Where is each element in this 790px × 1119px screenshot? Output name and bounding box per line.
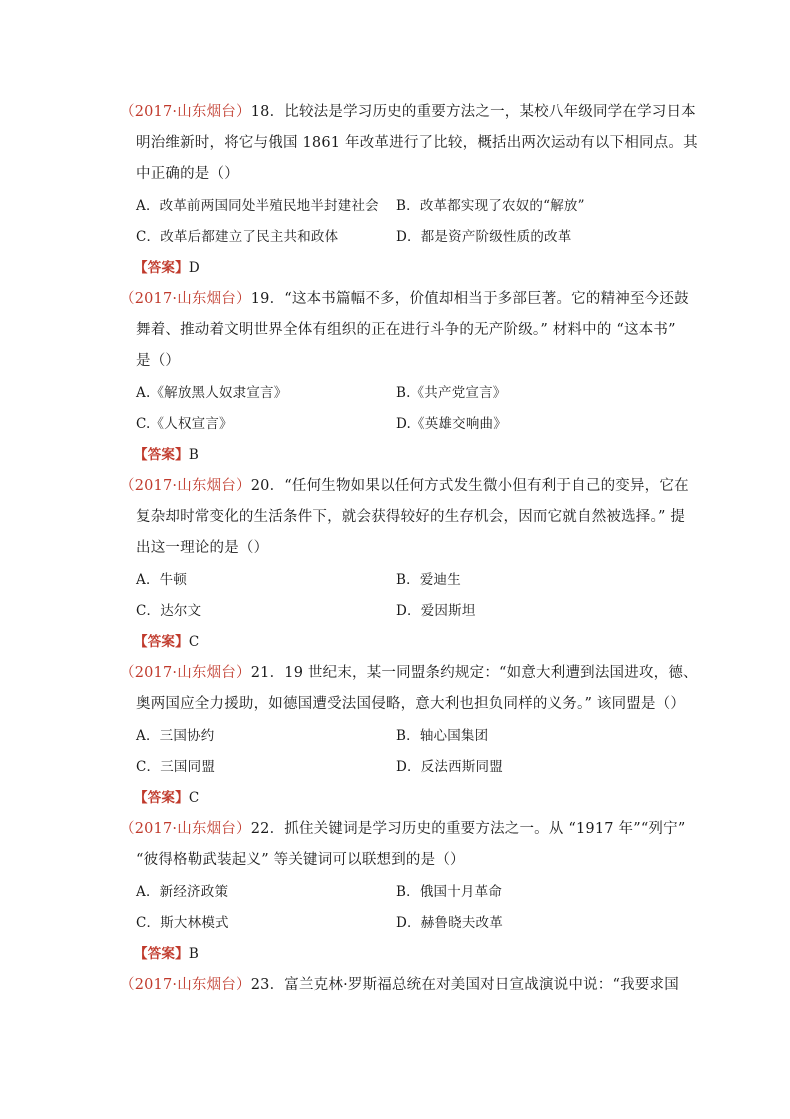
answer-value: D xyxy=(188,260,200,276)
question-first-line xyxy=(120,975,679,995)
question-text: 23．富兰克林·罗斯福总统在对美国对日宣战演说中说：“我要求国 xyxy=(250,977,679,993)
question-first-line xyxy=(120,476,689,496)
question-source: （2017·山东烟台） xyxy=(120,104,251,120)
option-c: C．改革后都建立了民主共和政体 xyxy=(136,229,339,245)
question-text: 明治维新时，将它与俄国 1861 年改革进行了比较，概括出两次运动有以下相同点。其 xyxy=(136,135,698,151)
option-d: D.《英雄交响曲》 xyxy=(396,416,507,432)
question-text: 复杂却时常变化的生活条件下，就会获得较好的生存机会，因而它就自然被选择。” 提 xyxy=(136,509,686,525)
question-text: 是（） xyxy=(136,353,181,369)
answer-line xyxy=(134,788,199,808)
question-source: （2017·山东烟台） xyxy=(120,665,251,681)
option-a: A．牛顿 xyxy=(136,572,188,588)
question-text: 中正确的是（） xyxy=(136,166,239,182)
question-text: 18．比较法是学习历史的重要方法之一，某校八年级同学在学习日本 xyxy=(250,104,696,120)
answer-tag: 【答案】 xyxy=(134,634,189,650)
option-d: D．反法西斯同盟 xyxy=(396,759,503,775)
answer-value: B xyxy=(188,447,199,463)
question-source: （2017·山东烟台） xyxy=(120,977,251,993)
question-text: 奥两国应全力援助，如德国遭受法国侵略，意大利也担负同样的义务。” 该同盟是（） xyxy=(136,696,686,712)
option-b: B.《共产党宣言》 xyxy=(396,385,507,401)
answer-value: B xyxy=(188,946,199,962)
answer-line xyxy=(134,445,199,465)
question-text: “彼得格勒武装起义” 等关键词可以联想到的是（） xyxy=(136,852,465,868)
answer-line xyxy=(134,944,199,964)
question-first-line xyxy=(120,663,698,683)
option-a: A．改革前两国同处半殖民地半封建社会 xyxy=(136,198,379,214)
option-b: B．轴心国集团 xyxy=(396,728,489,744)
question-source: （2017·山东烟台） xyxy=(120,821,251,837)
answer-tag: 【答案】 xyxy=(134,260,189,276)
question-first-line xyxy=(120,289,689,309)
option-a: A．三国协约 xyxy=(136,728,215,744)
question-text: 19．“这本书篇幅不多，价值却相当于多部巨著。它的精神至今还鼓 xyxy=(250,291,689,307)
option-a: A．新经济政策 xyxy=(136,884,229,900)
answer-line xyxy=(134,258,200,278)
answer-line xyxy=(134,632,199,652)
option-c: C.《人权宣言》 xyxy=(136,416,233,432)
question-text: 舞着、推动着文明世界全体有组织的正在进行斗争的无产阶级。” 材料中的 “这本书” xyxy=(136,322,676,338)
question-text: 22．抓住关键词是学习历史的重要方法之一。从 “1917 年”“列宁” xyxy=(250,821,686,837)
answer-tag: 【答案】 xyxy=(134,790,189,806)
question-first-line xyxy=(120,102,696,122)
question-source: （2017·山东烟台） xyxy=(120,291,251,307)
answer-value: C xyxy=(188,790,200,806)
option-d: D．赫鲁晓夫改革 xyxy=(396,915,503,931)
answer-tag: 【答案】 xyxy=(134,447,189,463)
option-b: B．爱迪生 xyxy=(396,572,461,588)
option-c: C．斯大林模式 xyxy=(136,915,229,931)
question-text: 出这一理论的是（） xyxy=(136,540,269,556)
option-d: D．都是资产阶级性质的改革 xyxy=(396,229,572,245)
answer-tag: 【答案】 xyxy=(134,946,189,962)
option-a: A.《解放黑人奴隶宣言》 xyxy=(136,385,288,401)
option-c: C．达尔文 xyxy=(136,603,202,619)
question-text: 20．“任何生物如果以任何方式发生微小但有利于自己的变异，它在 xyxy=(250,478,689,494)
option-b: B．改革都实现了农奴的“解放” xyxy=(396,198,585,214)
option-b: B．俄国十月革命 xyxy=(396,884,503,900)
option-c: C．三国同盟 xyxy=(136,759,216,775)
question-first-line xyxy=(120,819,685,839)
question-text: 21．19 世纪末，某一同盟条约规定：“如意大利遭到法国进攻，德、 xyxy=(250,665,698,681)
answer-value: C xyxy=(188,634,200,650)
question-source: （2017·山东烟台） xyxy=(120,478,251,494)
option-d: D．爱因斯坦 xyxy=(396,603,476,619)
